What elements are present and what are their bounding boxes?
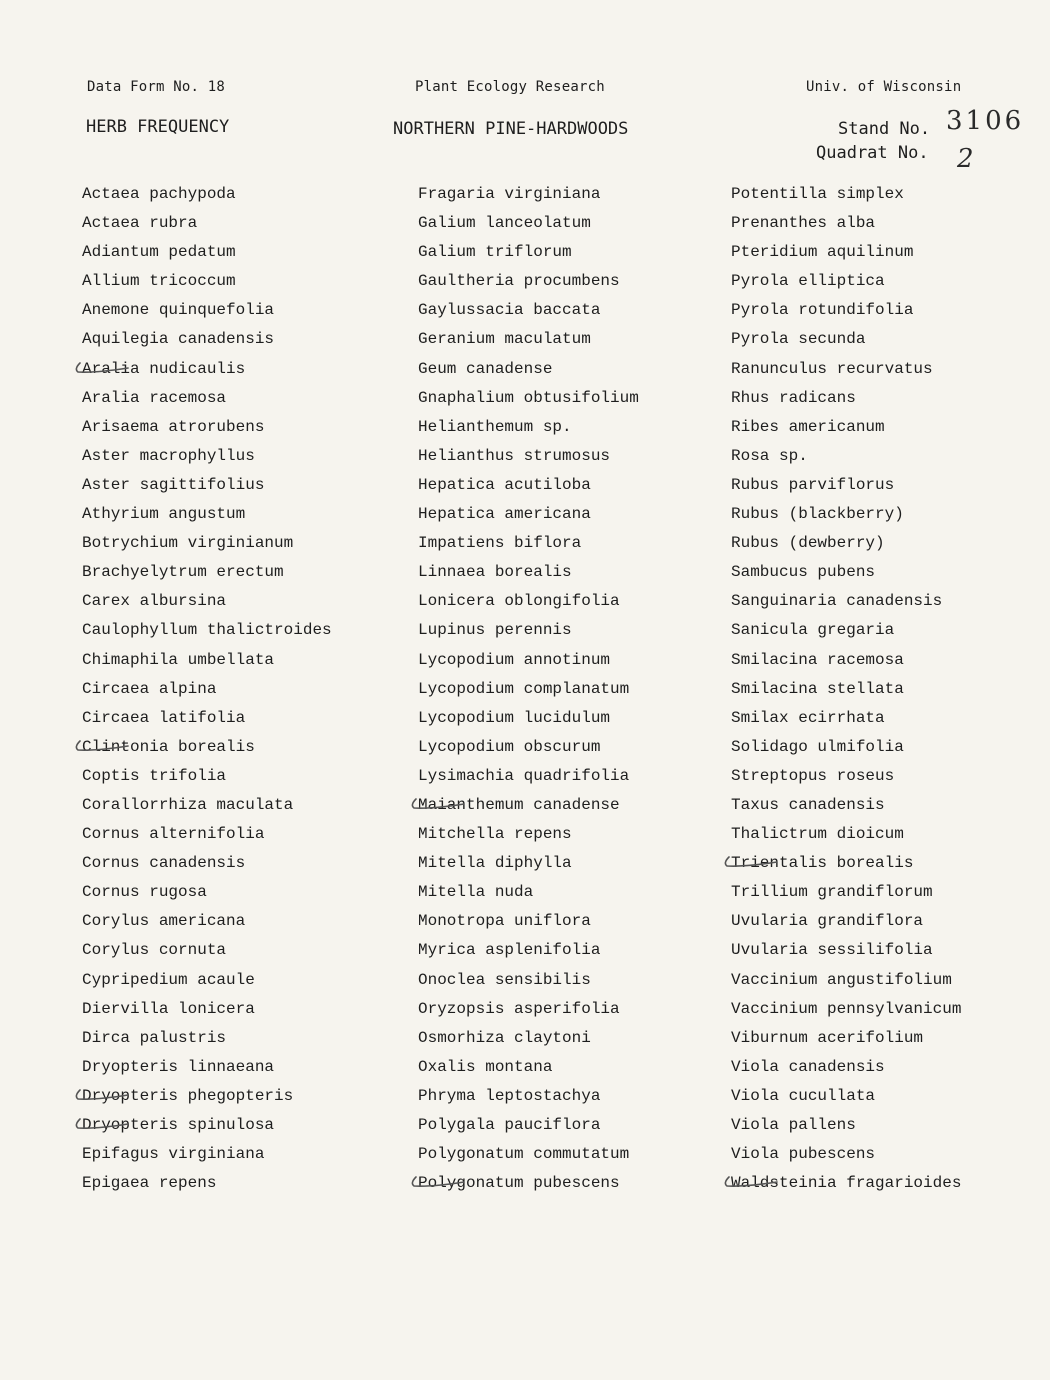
species-name: Sanguinaria canadensis [731,592,943,611]
species-name: Solidago ulmifolia [731,737,904,756]
organization: Plant Ecology Research [415,79,605,95]
species-name: Rubus (blackberry) [731,505,904,524]
species-name: Linnaea borealis [418,563,572,582]
species-name: Impatiens biflora [418,534,582,553]
species-name: Helianthus strumosus [418,446,611,465]
species-name: Carex albursina [82,592,227,611]
species-item [82,1024,332,1053]
species-name: Aralia nudicaulis [82,359,246,378]
species-name: Gaultheria procumbens [418,272,620,291]
species-item [731,616,961,645]
species-item [731,733,961,762]
species-item [418,1082,639,1111]
species-name: Lupinus perennis [418,621,572,640]
species-item [731,907,961,936]
species-name: Ribes americanum [731,417,885,436]
species-item [418,849,639,878]
species-item [82,995,332,1024]
species-name: Viola canadensis [731,1057,885,1076]
species-item [82,733,332,762]
community-title: NORTHERN PINE-HARDWOODS [393,119,629,139]
species-item [731,587,961,616]
species-item [82,180,332,209]
species-item [731,762,961,791]
species-name: Geranium maculatum [418,330,591,349]
species-name: Mitella diphylla [418,854,572,873]
species-item [418,1169,639,1198]
species-item [82,209,332,238]
species-item [82,704,332,733]
species-item [418,995,639,1024]
species-item [731,296,961,325]
species-item [418,820,639,849]
species-item [731,704,961,733]
species-name: Phryma leptostachya [418,1086,601,1105]
species-item [418,413,639,442]
species-name: Actaea pachypoda [82,185,236,203]
species-name: Lycopodium lucidulum [418,708,611,727]
species-name: Galium lanceolatum [418,214,591,233]
species-name: Mitchella repens [418,825,572,844]
species-name: Clintonia borealis [82,737,255,756]
species-column-3 [731,180,961,1198]
species-item [82,966,332,995]
species-name: Gnaphalium obtusifolium [418,388,639,407]
species-item [82,878,332,907]
species-name: Oxalis montana [418,1057,553,1076]
species-name: Ranunculus recurvatus [731,359,933,378]
species-name: Lycopodium complanatum [418,679,630,698]
species-name: Dryopteris spinulosa [82,1116,275,1134]
species-name: Vaccinium angustifolium [731,970,952,989]
species-name: Hepatica acutiloba [418,475,591,494]
species-name: Viola pubescens [731,1145,876,1164]
species-name: Galium triflorum [418,243,572,262]
species-item [731,558,961,587]
species-name: Rubus (dewberry) [731,534,885,553]
species-name: Sambucus pubens [731,563,876,582]
species-name: Adiantum pedatum [82,243,236,262]
species-name: Diervilla lonicera [82,999,255,1018]
quadrat-number: 2 [957,144,974,174]
species-name: Streptopus roseus [731,766,895,785]
species-item [418,733,639,762]
species-item [418,936,639,965]
species-item [82,616,332,645]
species-item [82,936,332,965]
species-name: Aster macrophyllus [82,446,255,465]
species-name: Uvularia grandiflora [731,912,924,931]
species-item [731,355,961,384]
species-name: Trillium grandiflorum [731,883,933,902]
species-item [82,471,332,500]
species-item [82,675,332,704]
species-item [418,442,639,471]
species-name: Fragaria virginiana [418,185,601,203]
species-name: Pyrola rotundifolia [731,301,914,320]
species-name: Pteridium aquilinum [731,243,914,262]
quadrat-label: Quadrat No. [816,143,929,163]
species-item [731,325,961,354]
species-name: Aralia racemosa [82,388,227,407]
species-item [418,355,639,384]
species-item [82,1082,332,1111]
species-name: Gaylussacia baccata [418,301,601,320]
species-name: Dirca palustris [82,1028,227,1047]
species-name: Corylus cornuta [82,941,227,960]
species-item [418,238,639,267]
species-item [418,587,639,616]
species-name: Sanicula gregaria [731,621,895,640]
species-name: Brachyelytrum erectum [82,563,284,582]
species-item [418,878,639,907]
species-item [731,413,961,442]
species-column-2 [418,180,639,1198]
species-item [82,442,332,471]
species-name: Onoclea sensibilis [418,970,591,989]
species-name: Trientalis borealis [731,854,914,873]
species-name: Thalictrum dioicum [731,825,904,844]
species-name: Caulophyllum thalictroides [82,621,332,640]
species-name: Rhus radicans [731,388,856,407]
species-name: Viola pallens [731,1116,856,1134]
species-name: Circaea latifolia [82,708,246,727]
species-item [731,1169,961,1198]
stand-label: Stand No. [838,119,931,139]
species-name: Aster sagittifolius [82,475,265,494]
species-name: Dryopteris linnaeana [82,1057,275,1076]
species-item [731,849,961,878]
species-name: Smilacina stellata [731,679,904,698]
species-item [731,675,961,704]
species-name: Pyrola secunda [731,330,866,349]
species-item [418,209,639,238]
species-item [82,587,332,616]
species-item [82,820,332,849]
species-item [731,267,961,296]
species-item [82,355,332,384]
species-item [418,471,639,500]
species-item [731,878,961,907]
species-name: Lycopodium obscurum [418,737,601,756]
species-item [418,267,639,296]
species-item [731,791,961,820]
species-name: Chimaphila umbellata [82,650,275,669]
species-item [418,500,639,529]
species-item [418,1140,639,1169]
species-name: Cornus canadensis [82,854,246,873]
species-item [731,966,961,995]
species-name: Polygala pauciflora [418,1116,601,1134]
species-item [418,762,639,791]
species-item [731,529,961,558]
species-name: Maianthemum canadense [418,795,620,814]
species-item [82,1169,332,1198]
stand-number: 3106 [946,106,1025,136]
species-name: Anemone quinquefolia [82,301,275,320]
species-item [731,995,961,1024]
species-item [418,966,639,995]
species-item [82,558,332,587]
species-name: Lysimachia quadrifolia [418,766,630,785]
species-name: Hepatica americana [418,505,591,524]
species-name: Uvularia sessilifolia [731,941,933,960]
species-name: Taxus canadensis [731,795,885,814]
species-item [731,384,961,413]
species-name: Geum canadense [418,359,553,378]
species-name: Circaea alpina [82,679,217,698]
species-item [418,1024,639,1053]
species-item [731,471,961,500]
species-item [731,180,961,209]
species-item [418,616,639,645]
species-item [731,1024,961,1053]
species-name: Smilacina racemosa [731,650,904,669]
species-item [731,500,961,529]
form-title: HERB FREQUENCY [86,117,230,137]
species-name: Lycopodium annotinum [418,650,611,669]
species-item [82,325,332,354]
institution: Univ. of Wisconsin [806,79,962,95]
species-item [731,936,961,965]
species-column-1 [82,180,332,1198]
species-item [418,704,639,733]
species-item [418,529,639,558]
species-item [82,791,332,820]
species-item [82,646,332,675]
species-item [82,500,332,529]
species-item [82,1140,332,1169]
species-item [418,384,639,413]
species-name: Cypripedium acaule [82,970,255,989]
species-item [82,529,332,558]
species-name: Athyrium angustum [82,505,246,524]
species-name: Pyrola elliptica [731,272,885,291]
species-item [731,442,961,471]
species-item [731,646,961,675]
species-name: Lonicera oblongifolia [418,592,620,611]
species-name: Botrychium virginianum [82,534,294,553]
species-item [731,238,961,267]
species-name: Mitella nuda [418,883,534,902]
species-item [82,413,332,442]
species-item [82,849,332,878]
species-name: Corallorrhiza maculata [82,795,294,814]
species-item [731,820,961,849]
species-name: Viola cucullata [731,1086,876,1105]
species-name: Epifagus virginiana [82,1145,265,1164]
species-name: Viburnum acerifolium [731,1028,924,1047]
species-name: Dryopteris phegopteris [82,1086,294,1105]
species-name: Potentilla simplex [731,185,904,203]
species-item [418,180,639,209]
species-item [82,267,332,296]
species-name: Cornus rugosa [82,883,207,902]
species-item [731,209,961,238]
species-item [82,296,332,325]
species-item [418,325,639,354]
species-name: Vaccinium pennsylvanicum [731,999,962,1018]
species-item [731,1140,961,1169]
species-item [418,1111,639,1140]
species-item [418,1053,639,1082]
species-name: Corylus americana [82,912,246,931]
species-item [418,675,639,704]
species-item [418,791,639,820]
species-name: Allium tricoccum [82,272,236,291]
species-name: Rosa sp. [731,446,808,465]
species-item [731,1111,961,1140]
species-name: Myrica asplenifolia [418,941,601,960]
species-item [418,646,639,675]
species-item [82,384,332,413]
species-name: Smilax ecirrhata [731,708,885,727]
species-item [82,762,332,791]
species-name: Osmorhiza claytoni [418,1028,591,1047]
species-item [82,907,332,936]
species-name: Polygonatum commutatum [418,1145,630,1164]
species-item [418,296,639,325]
species-item [731,1053,961,1082]
species-item [82,1053,332,1082]
species-item [731,1082,961,1111]
species-item [418,558,639,587]
species-item [418,907,639,936]
species-item [82,238,332,267]
species-name: Epigaea repens [82,1174,217,1193]
species-name: Helianthemum sp. [418,417,572,436]
species-name: Prenanthes alba [731,214,876,233]
species-name: Waldsteinia fragarioides [731,1174,962,1193]
species-name: Arisaema atrorubens [82,417,265,436]
species-name: Oryzopsis asperifolia [418,999,620,1018]
species-name: Polygonatum pubescens [418,1174,620,1193]
species-name: Coptis trifolia [82,766,227,785]
species-name: Rubus parviflorus [731,475,895,494]
species-name: Cornus alternifolia [82,825,265,844]
species-name: Aquilegia canadensis [82,330,275,349]
species-name: Actaea rubra [82,214,198,233]
species-item [82,1111,332,1140]
species-name: Monotropa uniflora [418,912,591,931]
form-number: Data Form No. 18 [87,79,226,95]
